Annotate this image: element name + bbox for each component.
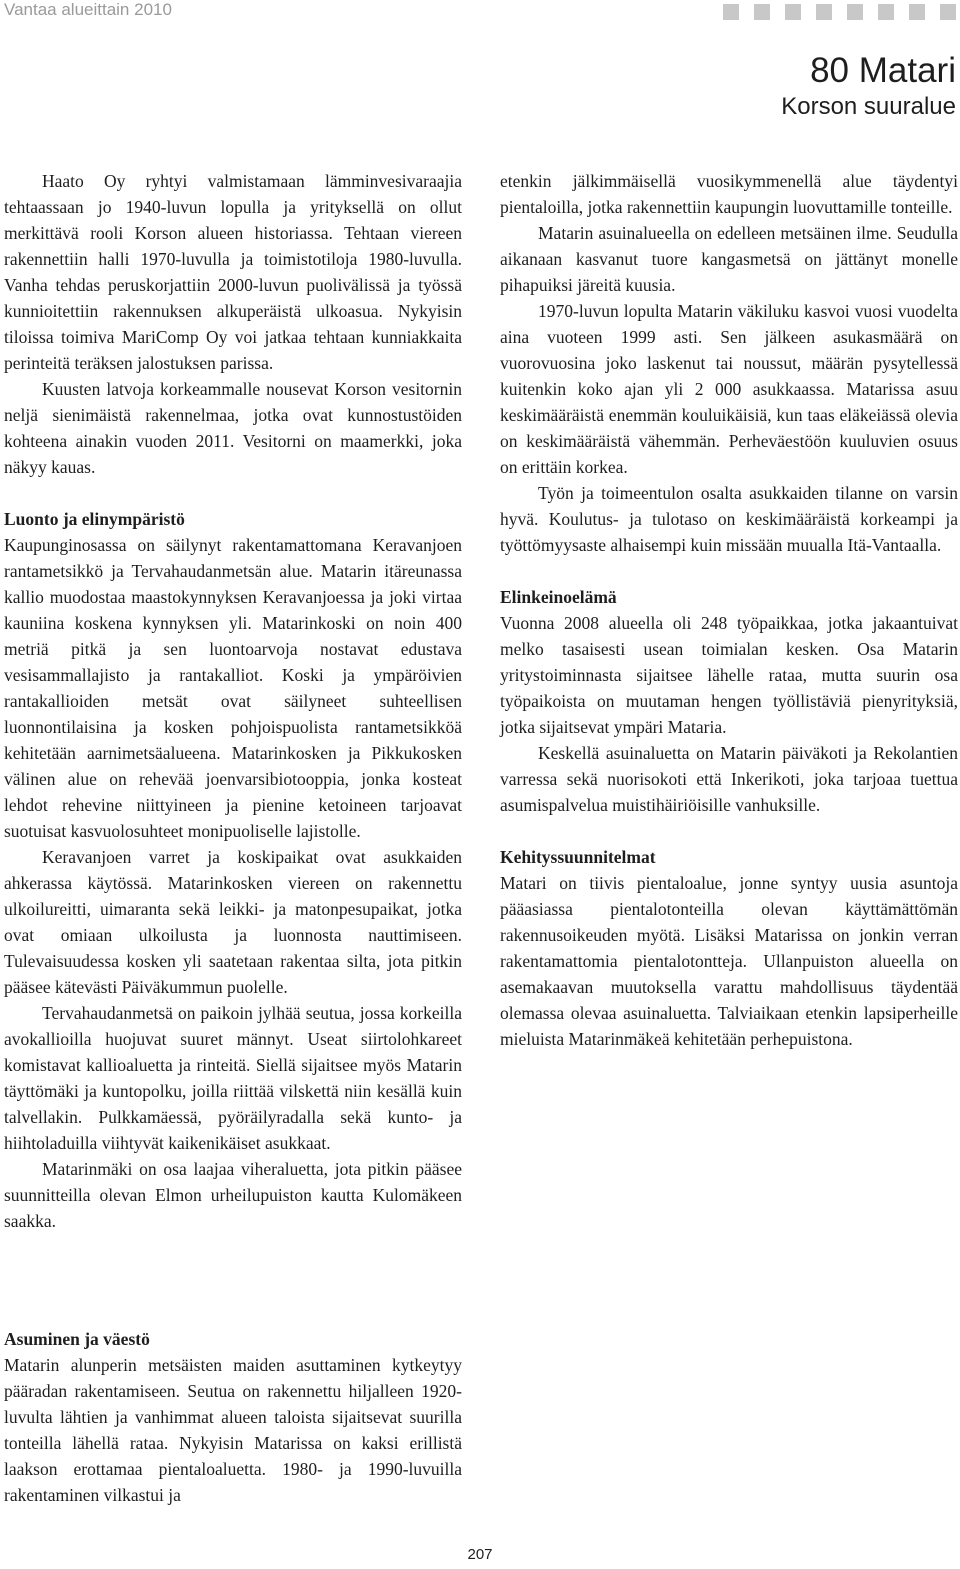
decorative-square [878, 4, 894, 20]
paragraph: Matarin asuinalueella on edelleen metsäinen ilme. Seudulla aikanaan kasvanut tuore kangasmetsä on jättänyt monelle pihapuiksi järeitä kuusia. [500, 223, 958, 295]
paragraph: Kuusten latvoja korkeammalle nousevat Korson vesitornin neljä sienimäistä rakennelmaa, jotka ovat kunnostustöiden kohteena ainakin vuoden 2011. Vesitorni on maamerkki, joka näkyy kauas. [4, 379, 462, 477]
decorative-square [909, 4, 925, 20]
decorative-square [940, 4, 956, 20]
paragraph: Vuonna 2008 alueella oli 248 työpaikkaa, jotka jakaantuivat melko tasaisesti usean toimialan kesken. Osa Matarin yritystoiminnasta sijaitsee lähelle rataa, mutta suurin osa työpaikoista on muutaman hengen työllistäviä pienyrityksiä, jotka sijaitsevat ympäri Mataria. [500, 613, 958, 737]
section-heading-luonto: Luonto ja elinympäristö [4, 509, 185, 529]
decorative-square [847, 4, 863, 20]
section-heading-kehitys: Kehityssuunnitelmat [500, 847, 656, 867]
paragraph: Matarin alunperin metsäisten maiden asuttaminen kytkeytyy pääradan rakentamiseen. Seutua on rakennettu hiljalleen 1920-luvulta lähtien ja vanhimmat alueen taloista sijaitsevat suurilla tonteilla lähellä rataa. Nykyisin Matarissa on kaksi erillistä laakson erottamaa pientaloaluetta. 1980- ja 1990-luvuilla rakentaminen vilkastui ja [4, 1355, 462, 1505]
paragraph: Matari on tiivis pientaloalue, jonne syntyy uusia asuntoja pääasiassa pientalotonteilla olevan käyttämättömän rakennusoikeuden myötä. Lisäksi Matarissa on jonkin verran rakentamattomia pientalotontteja. Ullanpuiston alueella on asemakaavan muutoksella varattu mahdollisuus täydentää olemassa olevaa asuinaluetta. Talviaikaan etenkin lapsiperheille mieluista Matarinmäkeä kehitetään perhepuistona. [500, 873, 958, 1049]
decorative-square [785, 4, 801, 20]
paragraph: Matarinmäki on osa laajaa viheraluetta, jota pitkin pääsee suunnitteilla olevan Elmon urheilupuiston kautta Kulomäkeen saakka. [4, 1159, 462, 1231]
section-heading-asuminen: Asuminen ja väestö [4, 1329, 150, 1349]
paragraph: Työn ja toimeentulon osalta asukkaiden tilanne on varsin hyvä. Koulutus- ja tulotaso on keskimääräistä korkeampi ja työttömyysaste alhaisempi kuin missään muualla Itä-Vantaalla. [500, 483, 958, 555]
section-heading-elinkeino: Elinkeinoelämä [500, 587, 617, 607]
left-column-bottom [4, 1326, 462, 1508]
page-number: 207 [467, 1546, 493, 1563]
header-decoration [723, 4, 956, 20]
paragraph: 1970-luvun lopulta Matarin väkiluku kasvoi vuosi vuodelta aina vuoteen 1999 asti. Sen jälkeen asukasmäärä on vuorovuosina joko laskenut tai noussut, määrän pysytellessä kuitenkin koko ajan yli 2 000 asukkaassa. Matarissa asuu keskimääräistä enemmän kouluikäisiä, kun taas eläkeiässä olevia on keskimääräistä vähemmän. Perheväestöön kuuluvien osuus on erittäin korkea. [500, 301, 958, 477]
left-column [4, 168, 462, 1234]
page-title-block [781, 50, 956, 122]
paragraph: Kaupunginosassa on säilynyt rakentamattomana Keravanjoen rantametsikkö ja Tervahaudanmetsän alue. Matarin itäreunassa kallio muodostaa maastokynnyksen Keravanjoessa ja joki virtaa kauniina koskena kynnyksen yli. Matarinkoski on noin 400 metriä pitkä ja sen luontoarvoja nostavat edustava vesisammallajisto ja rantakalliot. Koski ja ympäröivien rantakallioiden metsät ovat säilyneet suhteellisen luonnontilaisina ja kosken pohjoispuolista rantametsikköä kehitetään aarnimetsäalueena. Matarinkosken ja Pikkukosken välinen alue on rehevää joenvarsibiotooppia, jonka kosteat lehdot rehevine niittyineen ja pienine ketoineen tarjoavat suotuisat kasvuolosuhteet monipuoliselle lajistolle. [4, 535, 462, 841]
paragraph: Haato Oy ryhtyi valmistamaan lämminvesivaraajia tehtaassaan jo 1940-luvun lopulla ja yrityksellä on ollut merkittävä rooli Korson alueen historiassa. Tehtaan viereen rakennettiin halli 1970-luvulla ja toimistotiloja 1980-luvulla. Vanha tehdas peruskorjattiin 2000-luvun puolivälissä ja työssä kunnioitettiin rakennuksen alkuperäistä ulkoasua. Nykyisin tiloissa toimiva MariComp Oy voi jatkaa tehtaan kunniakkaita perinteitä teräksen jalostuksen parissa. [4, 171, 462, 373]
publication-title: Vantaa alueittain 2010 [4, 0, 172, 19]
paragraph: etenkin jälkimmäisellä vuosikymmenellä alue täydentyi pientaloilla, jotka rakennettiin kaupungin luovuttamille tonteille. [500, 171, 958, 217]
decorative-square [723, 4, 739, 20]
page-subtitle: Korson suuralue [781, 93, 956, 120]
paragraph: Keskellä asuinaluetta on Matarin päiväkoti ja Rekolantien varressa sekä nuorisokoti että Inkerikoti, joka tarjoaa tuettua asumispalvelua muistihäiriöisille vanhuksille. [500, 743, 958, 815]
right-column [500, 168, 958, 1052]
page-title: 80 Matari [810, 51, 956, 90]
decorative-square [816, 4, 832, 20]
paragraph: Tervahaudanmetsä on paikoin jylhää seutua, jossa korkeilla avokallioilla huojuvat suuret männyt. Useat siirtolohkareet komistavat kallioaluetta ja rinteitä. Siellä sijaitsee myös Matarin täyttömäki ja kuntopolku, joilla riittää vilskettä niin kesällä kuin talvellakin. Pulkkamäessä, pyöräilyradalla sekä kunto- ja hiihtoladuilla viihtyvät kaikenikäiset asukkaat. [4, 1003, 462, 1153]
decorative-square [754, 4, 770, 20]
paragraph: Keravanjoen varret ja koskipaikat ovat asukkaiden ahkerassa käytössä. Matarinkosken viereen on rakennettu ulkoilureitti, uimaranta sekä leikki- ja matonpesupaikat, jotka ovat omiaan ulkoilusta ja luonnosta nauttimiseen. Tulevaisuudessa kosken yli saatetaan rakentaa silta, jota pitkin pääsee kätevästi Päiväkummun puolelle. [4, 847, 462, 997]
